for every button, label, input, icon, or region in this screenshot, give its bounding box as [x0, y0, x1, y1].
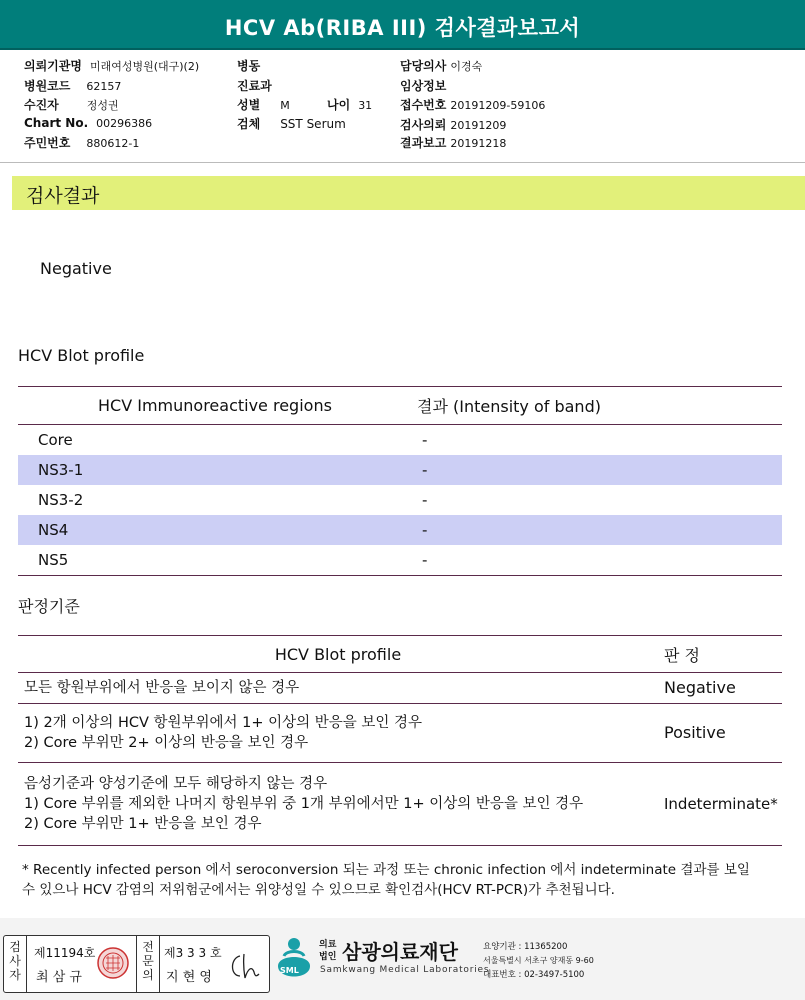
org-code: 요양기관 : 11365200: [483, 942, 568, 952]
sml-logo-icon: [272, 936, 316, 986]
report-title-bar: [0, 0, 805, 50]
org-address: 서울특별시 서초구 양재동 9-60: [483, 956, 594, 965]
intensity-cell: -: [416, 515, 782, 545]
examiner-license: 제11194호: [34, 946, 96, 960]
column-header-judgement: 판 정: [658, 636, 782, 673]
header-field-institution: 의뢰기관명 미래여성병원(대구)(2): [24, 59, 200, 73]
examiner-seal: [96, 946, 130, 980]
intensity-cell: -: [422, 431, 428, 449]
divider: [136, 936, 137, 992]
table-row: [18, 425, 782, 456]
header-field-receipt-no: 접수번호 20191209-59106: [400, 98, 546, 112]
header-field-sex: 성별 M: [237, 98, 290, 112]
criteria-title: 판정기준: [18, 597, 80, 616]
criteria-cell: 모든 항원부위에서 반응을 보이지 않은 경우: [18, 673, 658, 704]
header-field-hospital-code: 병원코드 62157: [24, 79, 122, 93]
blot-profile-title: HCV Blot profile: [18, 346, 145, 365]
org-name: 삼광의료재단: [342, 940, 458, 964]
table-row: [18, 455, 782, 485]
header-field-physician: 담당의사 이경숙: [400, 59, 483, 73]
footnote: * Recently infected person 에서 seroconversion 되는 과정 또는 chronic infection 에서 indeterminate 결과를 보일 수 있으나 HCV 감염의 저위험군에서는 위양성일 수 있으므로 확인검사(HCV RT-PCR)가 추천됩니다.: [22, 862, 750, 898]
region-cell: NS3-2: [38, 491, 84, 509]
criteria-table: [18, 635, 782, 846]
specialist-name: 지 현 영: [166, 970, 212, 985]
specialist-signature: [226, 946, 262, 982]
judgement-cell: Positive: [658, 704, 782, 763]
table-row: [18, 545, 782, 576]
region-cell: NS3-1: [18, 455, 416, 485]
divider: [159, 936, 160, 992]
org-prefix: 의료 법인: [319, 940, 337, 962]
header-divider: [0, 162, 805, 163]
header-field-ward: 병동: [237, 59, 261, 73]
table-row: [18, 704, 782, 763]
divider: [26, 936, 27, 992]
overall-result: Negative: [40, 259, 112, 278]
logo-badge-text: SML: [280, 966, 299, 975]
header-field-clinical-info: 임상정보: [400, 79, 447, 93]
table-row: [18, 673, 782, 704]
column-header-intensity: 결과 (Intensity of band): [416, 387, 782, 425]
header-field-patient: 수진자 정성권: [24, 98, 119, 112]
header-field-specimen: 검체 SST Serum: [237, 117, 346, 131]
org-name-en: Samkwang Medical Laboratories: [320, 965, 490, 975]
judgement-cell: Indeterminate*: [658, 763, 782, 846]
table-row: [18, 515, 782, 545]
column-header-profile: HCV Blot profile: [18, 636, 658, 673]
blot-profile-table: [18, 386, 782, 576]
judgement-cell: Negative: [658, 673, 782, 704]
examiner-label: 검사자: [9, 940, 21, 982]
region-cell: NS5: [18, 545, 416, 576]
region-cell: Core: [38, 431, 73, 449]
section-bar: [12, 176, 805, 210]
table-row: [18, 485, 782, 515]
header-field-age: 나이 31: [327, 98, 373, 112]
examiner-name: 최 삼 규: [36, 970, 82, 985]
org-phone: 대표번호 : 02-3497-5100: [483, 970, 585, 980]
criteria-cell: 음성기준과 양성기준에 모두 해당하지 않는 경우 1) Core 부위를 제외한 나머지 항원부위 중 1개 부위에서만 1+ 이상의 반응을 보인 경우 2) Core 부위만 1+ 반응을 보인 경우: [18, 763, 658, 846]
column-header-region: HCV Immunoreactive regions: [18, 387, 416, 425]
table-row: [18, 763, 782, 846]
header-field-report-date: 결과보고 20191218: [400, 136, 507, 150]
header-field-request-date: 검사의뢰 20191209: [400, 118, 507, 132]
header-field-resident-no: 주민번호 880612-1: [24, 136, 140, 150]
signature-box: [3, 935, 270, 993]
intensity-cell: -: [422, 491, 428, 509]
intensity-cell: -: [416, 455, 782, 485]
criteria-cell: 1) 2개 이상의 HCV 항원부위에서 1+ 이상의 반응을 보인 경우 2) Core 부위만 2+ 이상의 반응을 보인 경우: [18, 704, 658, 763]
specialist-license: 제3 3 3 호: [164, 946, 222, 960]
section-title: 검사결과: [26, 185, 100, 207]
report-title: HCV Ab(RIBA III) 검사결과보고서: [224, 16, 581, 40]
header-field-department: 진료과: [237, 79, 272, 93]
region-cell: NS4: [18, 515, 416, 545]
header-field-chart-no: Chart No. 00296386: [24, 116, 153, 130]
specialist-label: 전문의: [142, 940, 154, 982]
intensity-cell: -: [416, 545, 782, 576]
